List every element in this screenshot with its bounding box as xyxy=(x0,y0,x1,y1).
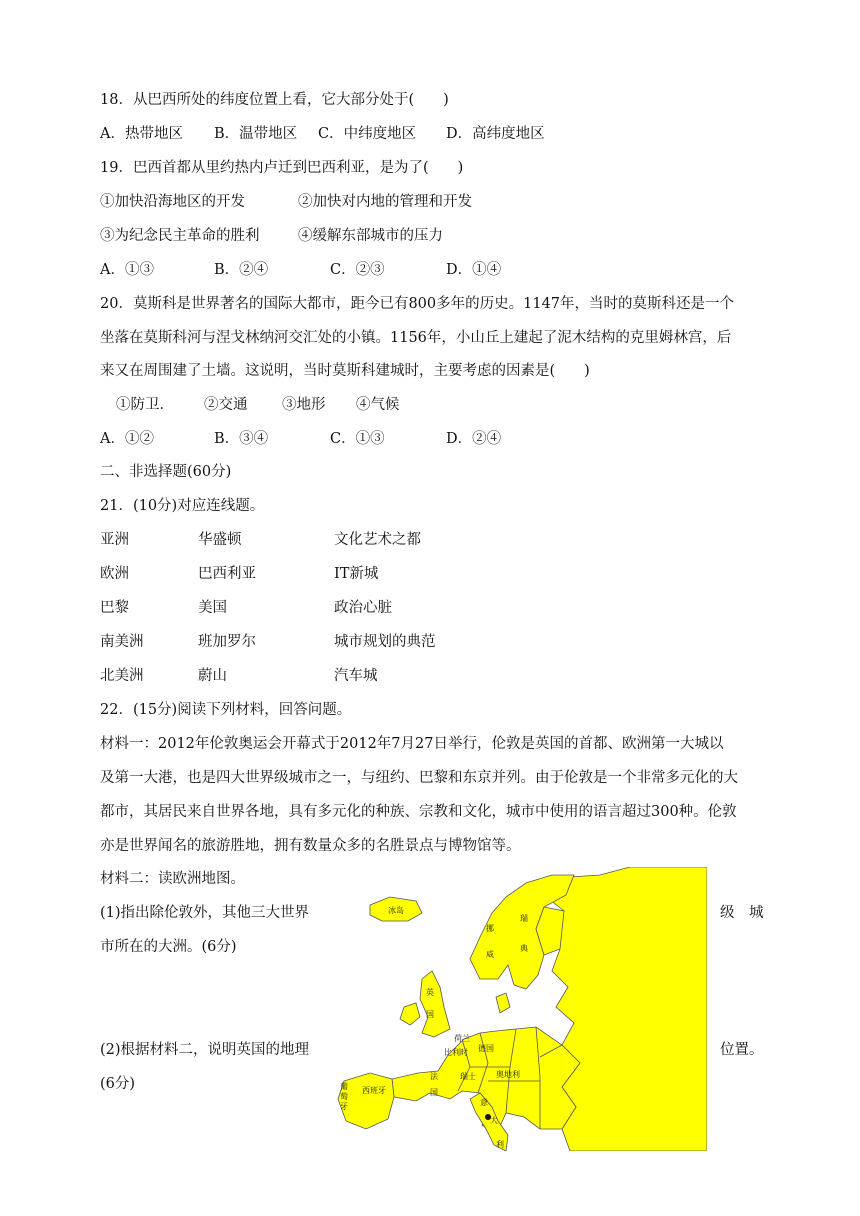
q22-sub2-right: 位置。 xyxy=(720,1042,764,1058)
q20-option-b: B．③④ xyxy=(214,431,269,447)
map-label-sweden: 瑞 xyxy=(520,914,528,923)
q18-stem: 18．从巴西所处的纬度位置上看，它大部分处于( ) xyxy=(100,92,449,108)
map-label-uk: 英 xyxy=(426,988,434,997)
q22-sub1-line2: 市所在的大洲。(6分) xyxy=(100,939,237,955)
q20-option-d: D．②④ xyxy=(446,431,502,447)
q18-option-d: D．高纬度地区 xyxy=(446,126,545,142)
q21-col2-item: 蔚山 xyxy=(198,668,227,684)
q20-item-1: ①防卫． xyxy=(116,397,174,413)
ireland xyxy=(400,1003,420,1025)
map-label-belgium: 比利时 xyxy=(444,1048,468,1057)
q20-option-a: A．①② xyxy=(100,431,154,447)
q19-option-a: A．①③ xyxy=(100,262,154,278)
q18-option-a: A．热带地区 xyxy=(100,126,183,142)
q21-col1-item: 北美洲 xyxy=(100,668,144,684)
q19-item-3: ③为纪念民主革命的胜利 xyxy=(100,228,260,244)
q21-col2-item: 美国 xyxy=(198,600,227,616)
q21-col2-item: 华盛顿 xyxy=(198,532,242,548)
denmark xyxy=(496,993,510,1013)
map-label-sweden: 典 xyxy=(520,944,528,953)
q21-col1-item: 南美洲 xyxy=(100,634,144,650)
q20-item-3: ③地形 xyxy=(282,397,326,413)
q22-sub1-left: (1)指出除伦敦外，其他三大世界 xyxy=(100,905,310,921)
map-label-france: 法 xyxy=(430,1072,438,1081)
q22-stem: 22．(15分)阅读下列材料，回答问题。 xyxy=(100,702,352,718)
map-label-portugal: 葡 xyxy=(340,1082,348,1091)
q19-option-b: B．②④ xyxy=(214,262,269,278)
map-label-portugal: 牙 xyxy=(340,1102,348,1111)
map-label-germany: 德国 xyxy=(478,1044,494,1053)
q20-line-1: 20．莫斯科是世界著名的国际大都市，距今已有800多年的历史。1147年，当时的莫斯科还是一个 xyxy=(100,296,735,312)
q22-sub1-right: 级 城 xyxy=(720,905,764,921)
q22-sub2-left: (2)根据材料二，说明英国的地理 xyxy=(100,1042,310,1058)
q20-item-2: ②交通 xyxy=(204,397,248,413)
map-label-switzerland: 瑞士 xyxy=(460,1072,476,1081)
q18-option-c: C．中纬度地区 xyxy=(318,126,417,142)
map-label-spain: 西班牙 xyxy=(362,1086,386,1095)
q22-material1-line: 及第一大港，也是四大世界级城市之一，与纽约、巴黎和东京并列。由于伦敦是一个非常多元化的大 xyxy=(100,770,738,786)
q22-material1-line: 材料一：2012年伦敦奥运会开幕式于2012年7月27日举行，伦敦是英国的首都、欧洲第一大城以 xyxy=(100,736,724,752)
map-label-france: 国 xyxy=(430,1088,438,1097)
q21-col1-item: 巴黎 xyxy=(100,600,129,616)
great-britain xyxy=(420,971,450,1037)
section-title: 二、非选择题(60分) xyxy=(100,464,232,480)
europe-map xyxy=(330,867,707,1151)
q20-line-3: 来又在周围建了土墙。这说明，当时莫斯科建城时，主要考虑的因素是( ) xyxy=(100,363,590,379)
q21-col1-item: 欧洲 xyxy=(100,566,129,582)
q18-option-b: B．温带地区 xyxy=(214,126,298,142)
map-label-uk: 国 xyxy=(426,1010,434,1019)
q20-line-2: 坐落在莫斯科河与涅戈林纳河交汇处的小镇。1156年，小山丘上建起了泥木结构的克里姆林宫，后 xyxy=(100,330,732,346)
map-label-iceland: 冰岛 xyxy=(388,906,404,915)
map-label-italy: 利 xyxy=(496,1140,504,1149)
q19-item-2: ②加快对内地的管理和开发 xyxy=(298,194,472,210)
map-label-norway: 挪 xyxy=(486,924,494,933)
q21-col3-item: 政治心脏 xyxy=(334,600,392,616)
q22-material1-line: 都市，其居民来自世界各地，具有多元化的种族、宗教和文化，城市中使用的语言超过300种。伦敦 xyxy=(100,804,737,820)
q19-stem: 19．巴西首都从里约热内卢迁到巴西利亚，是为了( ) xyxy=(100,160,464,176)
q21-col2-item: 班加罗尔 xyxy=(198,634,256,650)
q21-col3-item: IT新城 xyxy=(334,566,379,582)
map-label-netherlands: 荷兰 xyxy=(454,1034,470,1043)
map-label-italy: 意 xyxy=(480,1098,488,1107)
q22-material1-line: 亦是世界闻名的旅游胜地，拥有数量众多的名胜景点与博物馆等。 xyxy=(100,838,521,854)
q21-col3-item: 文化艺术之都 xyxy=(334,532,421,548)
map-label-austria: 奥地利 xyxy=(496,1070,520,1079)
q21-col3-item: 汽车城 xyxy=(334,668,378,684)
q20-item-4: ④气候 xyxy=(356,397,400,413)
q21-stem: 21．(10分)对应连线题。 xyxy=(100,498,265,514)
q21-col2-item: 巴西利亚 xyxy=(198,566,256,582)
q21-col1-item: 亚洲 xyxy=(100,532,129,548)
q22-material2: 材料二：读欧洲地图。 xyxy=(100,871,245,887)
map-label-portugal: 萄 xyxy=(340,1092,348,1101)
q21-col3-item: 城市规划的典范 xyxy=(334,634,436,650)
q20-option-c: C．①③ xyxy=(330,431,385,447)
q19-option-d: D．①④ xyxy=(446,262,502,278)
q19-option-c: C．②③ xyxy=(330,262,385,278)
q19-item-1: ①加快沿海地区的开发 xyxy=(100,194,245,210)
q19-item-4: ④缓解东部城市的压力 xyxy=(298,228,443,244)
map-label-norway: 威 xyxy=(486,950,494,959)
q22-sub2-line2: (6分) xyxy=(100,1076,136,1092)
map-label-italy: 大 xyxy=(490,1116,498,1125)
